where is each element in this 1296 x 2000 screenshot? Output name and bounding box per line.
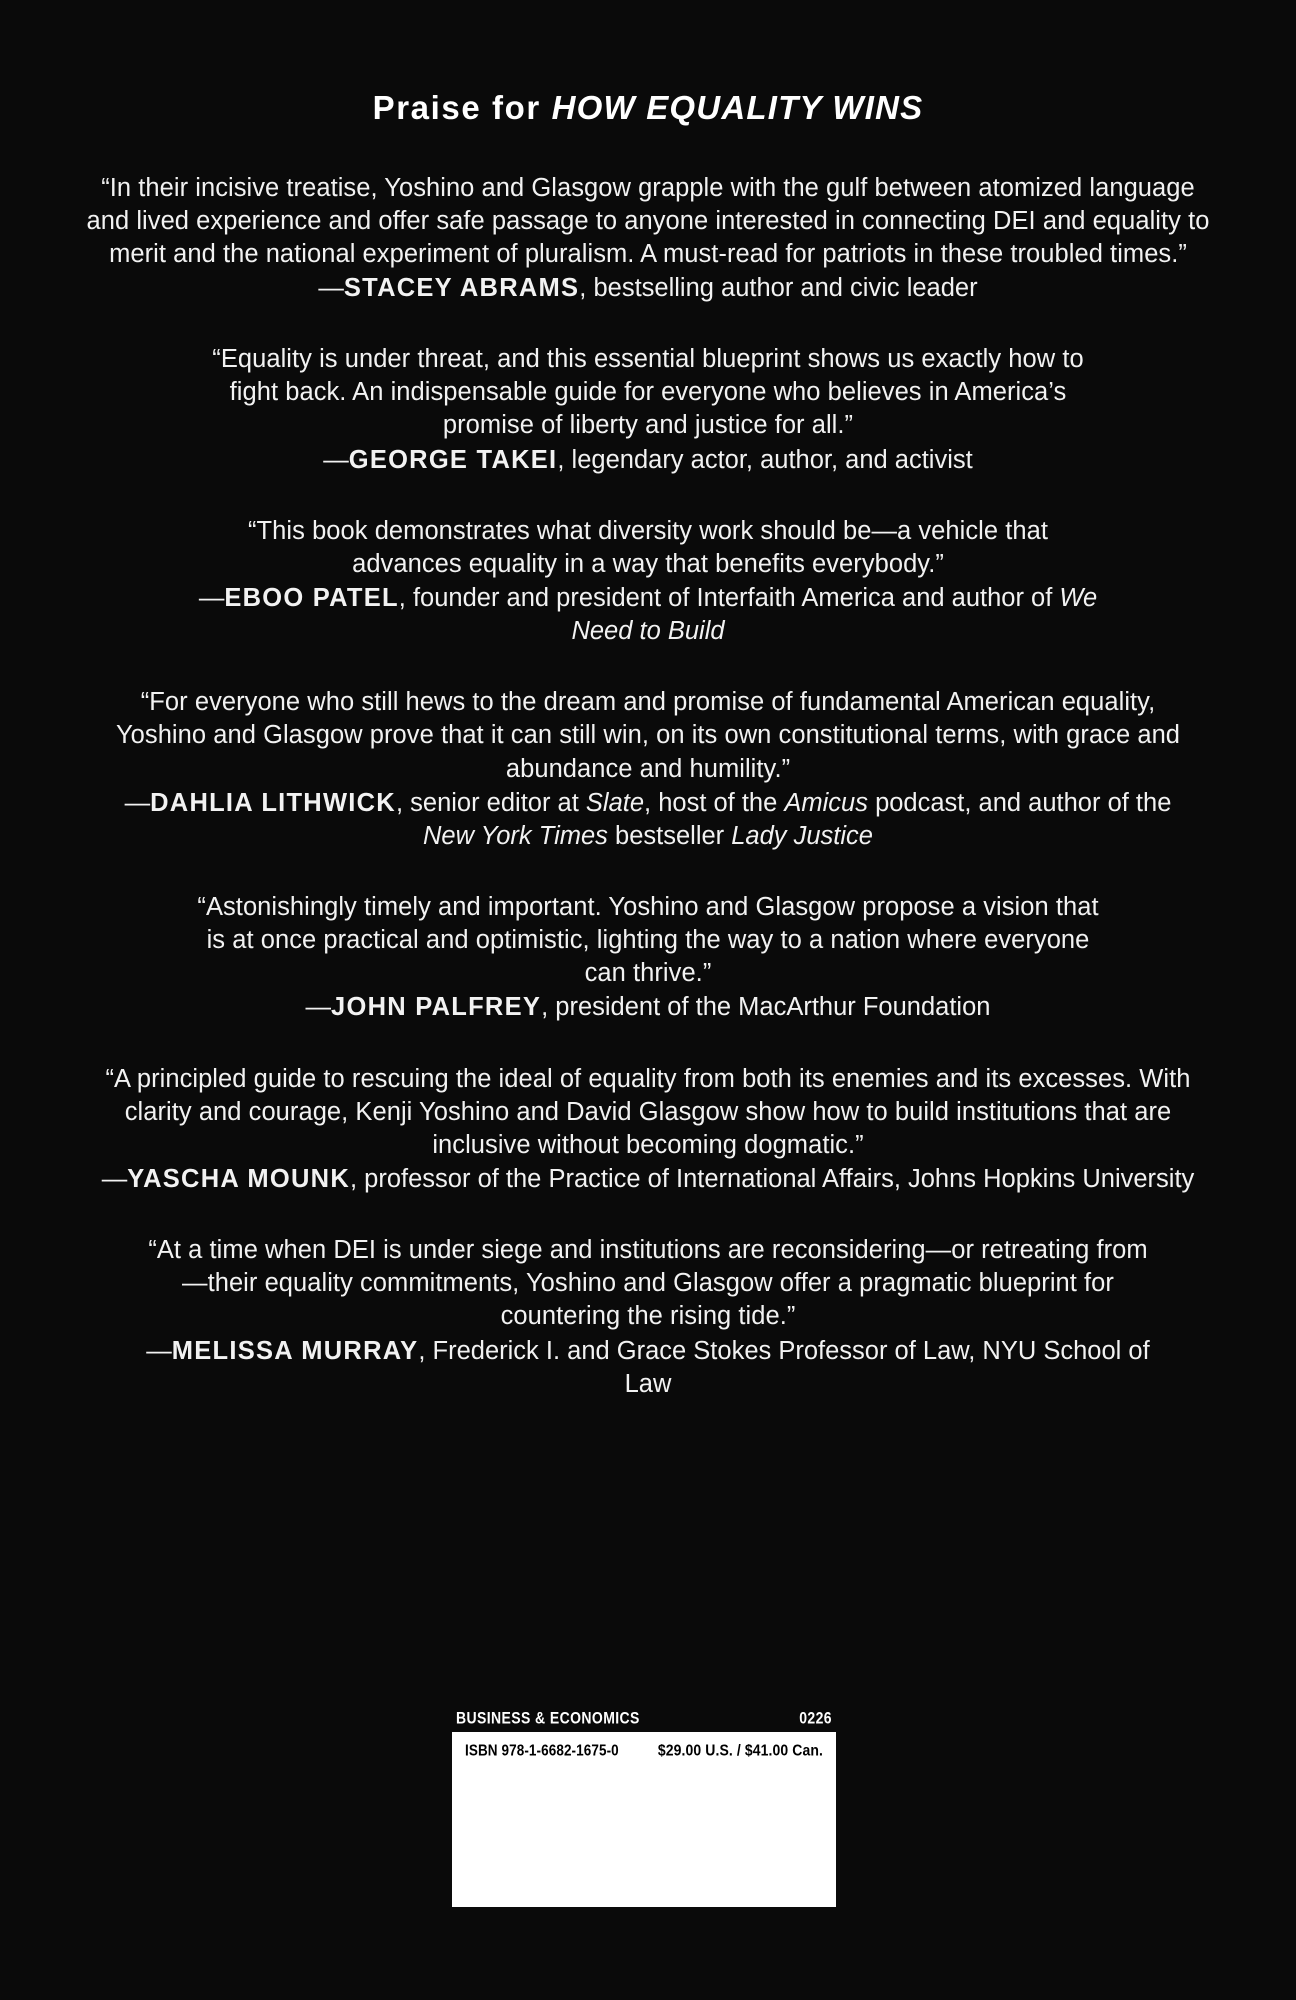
attr-name: YASCHA MOUNK <box>127 1164 351 1193</box>
praise-prefix: Praise for <box>372 89 552 126</box>
blurb-attribution <box>100 787 1196 853</box>
attr-name: DAHLIA LITHWICK <box>150 788 396 817</box>
book-title: HOW EQUALITY WINS <box>551 89 924 126</box>
barcode-box <box>452 1732 836 1907</box>
blurb-attribution <box>88 1163 1208 1196</box>
blurb-john-palfrey <box>0 891 1296 1025</box>
blurb-quote: “For everyone who still hews to the dream and promise of fundamental American equality, Yoshino and Glasgow prove that it can still win, on its own constitutional terms, with grace and abundance and humility.” <box>115 688 1181 783</box>
blurb-melissa-murray <box>0 1234 1296 1401</box>
attr-name: EBOO PATEL <box>224 584 399 612</box>
attr-dash: — <box>323 445 349 474</box>
blurb-list <box>0 172 1296 1401</box>
attr-credential: , bestselling author and civic leader <box>579 274 978 303</box>
attr-credential: , legendary actor, author, and activist <box>557 445 973 474</box>
blurb-quote: “This book demonstrates what diversity work should be—a vehicle that advances equality in a way that benefits everybody.” <box>248 516 1048 578</box>
blurb-attribution <box>78 272 1218 305</box>
attr-credential-part: , host of the <box>644 788 785 817</box>
attr-cited-work: Slate <box>585 788 645 817</box>
blurb-quote: “Equality is under threat, and this essential blueprint shows us exactly how to fight back. An indispensable guide for everyone who believes in America’s promise of liberty and justice for all.” <box>212 345 1084 440</box>
blurb-eboo-patel <box>0 515 1296 649</box>
barcode-text-row <box>452 1732 836 1759</box>
blurb-attribution <box>190 991 1106 1024</box>
bisac-row <box>452 1708 836 1732</box>
blurb-yascha-mounk <box>0 1063 1296 1197</box>
attr-credential-part: , senior editor at <box>395 788 586 817</box>
blurb-quote: “At a time when DEI is under siege and institutions are reconsidering—or retreating from—their equality commitments, Yoshino and Glasgow offer a pragmatic blueprint for countering the rising tide.” <box>148 1236 1148 1331</box>
isbn-number: ISBN 978-1-6682-1675-0 <box>465 1741 619 1759</box>
attr-name: JOHN PALFREY <box>331 993 542 1022</box>
attr-credential: , founder and president of Interfaith America and author of <box>398 584 1060 612</box>
attr-credential: , Frederick I. and Grace Stokes Professor of Law, NYU School of Law <box>418 1336 1150 1398</box>
attr-credential: , president of the MacArthur Foundation <box>541 993 991 1022</box>
attr-cited-work: New York Times <box>423 821 608 850</box>
blurb-attribution <box>140 1335 1156 1401</box>
attr-dash: — <box>146 1336 172 1365</box>
attr-name: GEORGE TAKEI <box>348 445 558 474</box>
attr-dash: — <box>198 584 225 612</box>
blurb-quote: “A principled guide to rescuing the ideal of equality from both its enemies and its excesses. With clarity and courage, Kenji Yoshino and David Glasgow show how to build institutions that are inclusive without becoming dogmatic.” <box>105 1064 1191 1159</box>
attr-cited-work: Amicus <box>784 788 868 817</box>
blurb-stacey-abrams <box>0 172 1296 306</box>
attr-credential: , professor of the Practice of International Affairs, Johns Hopkins University <box>350 1164 1195 1193</box>
attr-credential-part: bestseller <box>607 821 732 850</box>
attr-dash: — <box>124 788 151 817</box>
blurb-quote: “Astonishingly timely and important. Yoshino and Glasgow propose a vision that is at once practical and optimistic, lighting the way to a nation where everyone can thrive.” <box>197 892 1099 988</box>
blurb-attribution <box>200 444 1096 477</box>
bisac-category: BUSINESS & ECONOMICS <box>456 1708 640 1728</box>
page-title <box>0 0 1296 128</box>
attr-credential-part: podcast, and author of the <box>867 788 1172 817</box>
blurb-quote: “In their incisive treatise, Yoshino and Glasgow grapple with the gulf between atomized language and lived experience and offer safe passage to anyone interested in connecting DEI and equality to merit and the national experiment of pluralism. A must-read for patriots in these troubled times.” <box>86 173 1210 268</box>
blurb-attribution <box>190 582 1106 648</box>
attr-name: STACEY ABRAMS <box>343 274 580 303</box>
price-label: $29.00 U.S. / $41.00 Can. <box>657 1740 823 1759</box>
attr-dash: — <box>305 993 332 1022</box>
attr-dash: — <box>101 1164 128 1193</box>
blurb-dahlia-lithwick <box>0 686 1296 853</box>
isbn-barcode-block <box>452 1708 836 1907</box>
attr-cited-work: We Need to Build <box>571 584 1098 646</box>
bisac-code: 0226 <box>799 1708 832 1728</box>
attr-cited-work: Lady Justice <box>731 821 873 850</box>
attr-dash: — <box>318 274 344 303</box>
attr-name: MELISSA MURRAY <box>171 1336 419 1365</box>
blurb-george-takei <box>0 343 1296 477</box>
